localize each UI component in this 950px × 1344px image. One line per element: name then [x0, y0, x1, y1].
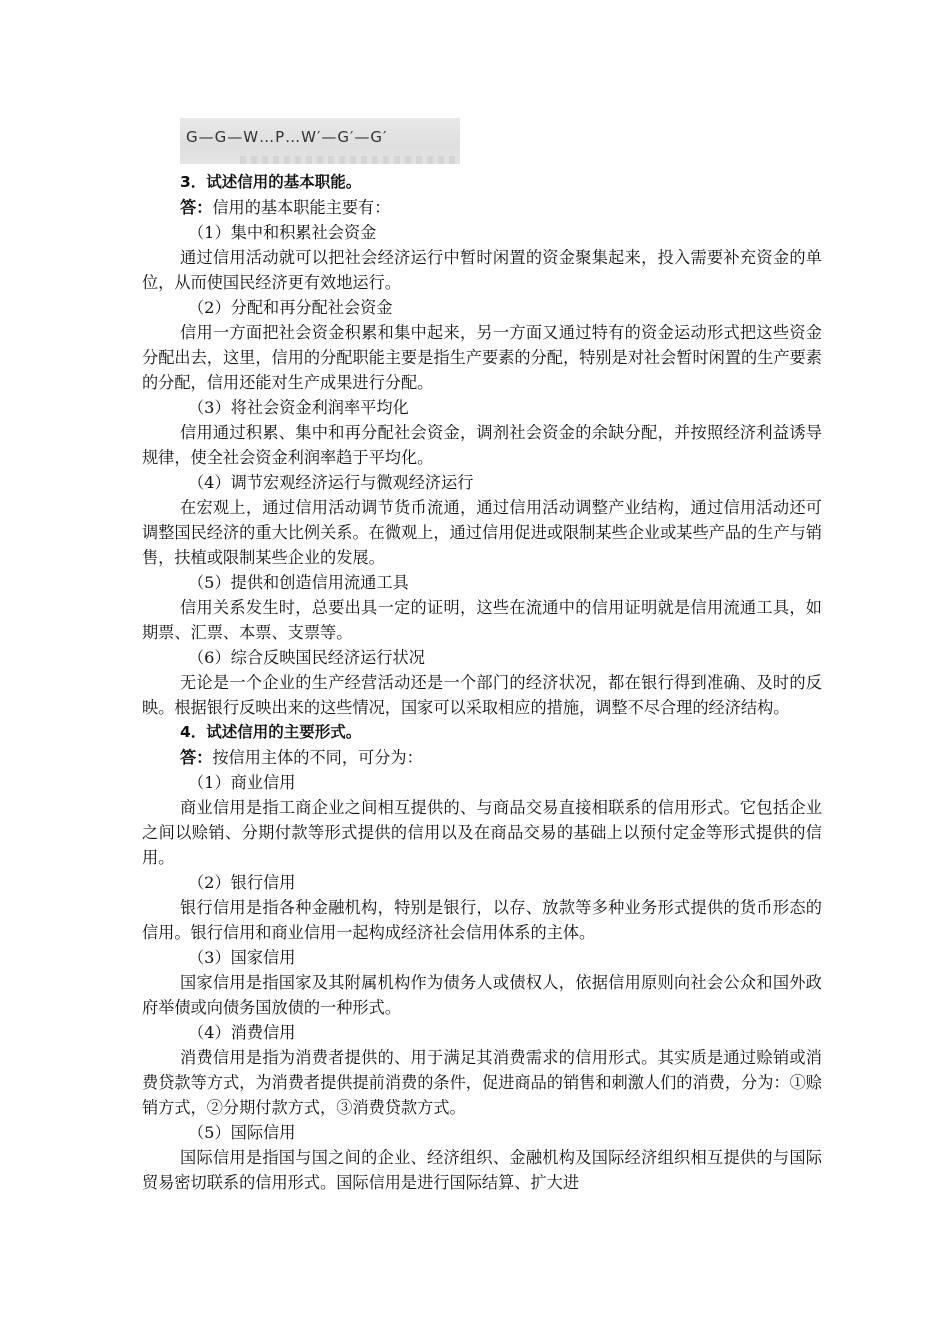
item-title: （1）商业信用 — [188, 773, 296, 792]
item-title: （6）综合反映国民经济运行状况 — [188, 648, 425, 667]
item-title: （4）消费信用 — [188, 1023, 296, 1042]
formula-image — [180, 118, 460, 164]
item-text: 消费信用是指为消费者提供的、用于满足其消费需求的信用形式。其实质是通过赊销或消费贷款等方式，为消费者提供提前消费的条件，促进商品的销售和刺激人们的消费，分为：①赊销方式，②分期付款方式，③消费贷款方式。 — [142, 1048, 822, 1117]
item-text: 通过信用活动就可以把社会经济运行中暂时闲置的资金聚集起来，投入需要补充资金的单位，从而使国民经济更有效地运行。 — [142, 248, 822, 292]
item-paragraph — [142, 795, 822, 870]
answer-text: 信用的基本职能主要有： — [212, 198, 391, 217]
item-paragraph — [142, 320, 822, 395]
answer-text: 按信用主体的不同，可分为： — [212, 748, 423, 767]
item-title: （2）分配和再分配社会资金 — [188, 298, 393, 317]
item-text: 国家信用是指国家及其附属机构作为债务人或债权人，依据信用原则向社会公众和国外政府举债或向债务国放债的一种形式。 — [142, 973, 822, 1017]
item-paragraph — [142, 895, 822, 945]
document-page — [142, 118, 822, 1195]
item-paragraph — [142, 1145, 822, 1195]
item-title: （5）国际信用 — [188, 1123, 296, 1142]
item-title: （2）银行信用 — [188, 873, 296, 892]
scan-artifact — [240, 156, 460, 164]
item-text: 信用一方面把社会资金积累和集中起来，另一方面又通过特有的资金运动形式把这些资金分配出去，这里，信用的分配职能主要是指生产要素的分配，特别是对社会暂时闲置的生产要素的分配，信用还能对生产成果进行分配。 — [142, 323, 822, 392]
item-title: （5）提供和创造信用流通工具 — [188, 573, 409, 592]
item-title: （3）将社会资金利润率平均化 — [188, 398, 409, 417]
answer-label: 答： — [180, 198, 213, 217]
capital-circulation-formula: G—G—W…P…W′—G′—G′ — [186, 128, 388, 146]
item-paragraph — [142, 595, 822, 645]
section-heading-3: 3．试述信用的基本职能。 — [180, 173, 362, 191]
item-text: 国际信用是指国与国之间的企业、经济组织、金融机构及国际经济组织相互提供的与国际贸易密切联系的信用形式。国际信用是进行国际结算、扩大进 — [142, 1148, 822, 1192]
answer-intro-3 — [142, 195, 822, 220]
item-paragraph — [142, 970, 822, 1020]
item-text: 在宏观上，通过信用活动调节货币流通，通过信用活动调整产业结构，通过信用活动还可调整国民经济的重大比例关系。在微观上，通过信用促进或限制某些企业或某些产品的生产与销售，扶植或限制某些企业的发展。 — [142, 498, 822, 567]
item-text: 信用通过积累、集中和再分配社会资金，调剂社会资金的余缺分配，并按照经济利益诱导规律，使全社会资金利润率趋于平均化。 — [142, 423, 822, 467]
item-paragraph — [142, 1045, 822, 1120]
answer-label: 答： — [180, 748, 213, 767]
item-title: （4）调节宏观经济运行与微观经济运行 — [188, 473, 474, 492]
item-title: （3）国家信用 — [188, 948, 296, 967]
item-paragraph — [142, 245, 822, 295]
item-paragraph — [142, 670, 822, 720]
answer-intro-4 — [142, 745, 822, 770]
item-text: 信用关系发生时，总要出具一定的证明，这些在流通中的信用证明就是信用流通工具，如期票、汇票、本票、支票等。 — [142, 598, 822, 642]
item-text: 银行信用是指各种金融机构，特别是银行，以存、放款等多种业务形式提供的货币形态的信用。银行信用和商业信用一起构成经济社会信用体系的主体。 — [142, 898, 822, 942]
item-title: （1）集中和积累社会资金 — [188, 223, 377, 242]
item-paragraph — [142, 420, 822, 470]
item-paragraph — [142, 495, 822, 570]
item-text: 无论是一个企业的生产经营活动还是一个部门的经济状况，都在银行得到准确、及时的反映。根据银行反映出来的这些情况，国家可以采取相应的措施，调整不尽合理的经济结构。 — [142, 673, 822, 717]
section-heading-4: 4．试述信用的主要形式。 — [180, 723, 362, 741]
item-text: 商业信用是指工商企业之间相互提供的、与商品交易直接相联系的信用形式。它包括企业之间以赊销、分期付款等形式提供的信用以及在商品交易的基础上以预付定金等形式提供的信用。 — [142, 798, 822, 867]
